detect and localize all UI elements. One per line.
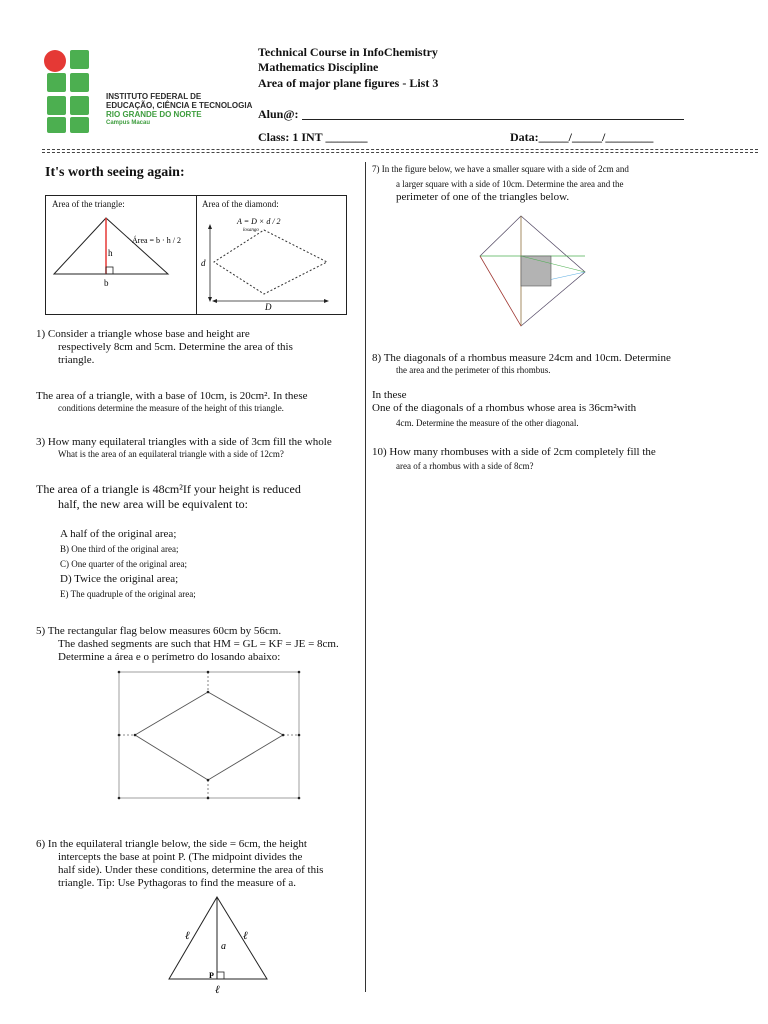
diamond-area-title: Area of the diamond: — [202, 199, 279, 209]
question-4-options — [60, 527, 350, 602]
logo-square — [47, 73, 66, 92]
q7-line: a larger square with a side of 10cm. Determine the area and the — [396, 179, 624, 189]
formula-box — [45, 195, 347, 315]
q8-line: 8) The diagonals of a rhombus measure 24cm and 10cm. Determine — [372, 352, 671, 364]
question-6 — [36, 838, 361, 890]
q9-line: In these — [372, 389, 407, 401]
q4-line: half, the new area will be equivalent to: — [58, 497, 248, 511]
question-3 — [36, 436, 366, 460]
q6-line: intercepts the base at point P. (The midpoint divides the — [58, 851, 303, 863]
triangle-point-p: P — [209, 971, 214, 980]
triangle-base-l: ℓ — [215, 984, 220, 996]
diamond-formula-sub: losango — [243, 228, 259, 233]
q9-line: 4cm. Determine the measure of the other diagonal. — [396, 418, 579, 428]
institute-line: INSTITUTO FEDERAL DE — [106, 92, 202, 101]
logo-square — [47, 117, 66, 133]
equilateral-triangle-figure — [165, 893, 275, 1001]
q1-line: triangle. — [58, 354, 95, 366]
triangle-b-label: b — [104, 278, 109, 288]
q4-line: The area of a triangle is 48cm²If your height is reduced — [36, 482, 301, 496]
institute-name — [106, 92, 252, 128]
logo-square — [47, 96, 66, 115]
q7-line: 7) In the figure below, we have a smaller square with a side of 2cm and — [372, 164, 629, 174]
header-separator — [42, 152, 758, 153]
institute-line: Campus Macau — [106, 120, 151, 126]
logo-square — [70, 117, 89, 133]
option-e[interactable]: E) The quadruple of the original area; — [60, 589, 196, 599]
triangle-side-l-left: ℓ — [185, 930, 190, 942]
header-discipline: Mathematics Discipline — [258, 60, 379, 74]
triangle-formula: Área = b · h / 2 — [132, 236, 181, 245]
diamond-D-label: D — [265, 302, 272, 312]
q10-line: area of a rhombus with a side of 8cm? — [396, 461, 534, 471]
institute-line: RIO GRANDE DO NORTE — [106, 110, 202, 119]
option-c[interactable]: C) One quarter of the original area; — [60, 559, 187, 569]
option-a[interactable]: A half of the original area; — [60, 528, 177, 540]
flag-figure — [115, 668, 307, 804]
q6-line: triangle. Tip: Use Pythagoras to find the measure of a. — [58, 877, 296, 889]
logo-square — [70, 96, 89, 115]
institute-line: EDUCAÇÃO, CIÊNCIA E TECNOLOGIA — [106, 101, 253, 110]
question-7 — [372, 164, 762, 204]
q1-line: respectively 8cm and 5cm. Determine the area of this — [58, 341, 293, 353]
q6-line: 6) In the equilateral triangle below, the side = 6cm, the height — [36, 838, 307, 850]
triangle-figure — [46, 196, 196, 314]
logo-square — [70, 50, 89, 69]
header-list-title: Area of major plane figures - List 3 — [258, 76, 439, 90]
header-course: Technical Course in InfoChemistry — [258, 45, 438, 59]
q6-line: half side). Under these conditions, determine the area of this — [58, 864, 324, 876]
squares-figure — [475, 212, 595, 332]
q9-line: One of the diagonals of a rhombus whose area is 36cm²with — [372, 402, 637, 414]
logo-red-circle — [44, 50, 66, 72]
question-10 — [372, 446, 762, 472]
q1-line: 1) Consider a triangle whose base and height are — [36, 328, 250, 340]
question-8 — [372, 352, 768, 376]
option-b[interactable]: B) One third of the original area; — [60, 544, 179, 554]
question-2 — [36, 390, 366, 414]
diamond-formula: A = D × d / 2 — [237, 217, 281, 226]
diamond-d-label: d — [201, 258, 206, 268]
header-separator — [42, 149, 758, 150]
student-name-line[interactable] — [302, 119, 684, 120]
triangle-height-a: a — [221, 941, 226, 952]
q3-line: What is the area of an equilateral triangle with a side of 12cm? — [58, 449, 284, 459]
logo-square — [70, 73, 89, 92]
triangle-area-title: Area of the triangle: — [52, 199, 125, 209]
class-label: Class: 1 INT _______ — [258, 130, 368, 144]
q8-line: the area and the perimeter of this rhombus. — [396, 365, 551, 375]
question-4 — [36, 482, 356, 512]
column-divider — [365, 162, 366, 992]
q5-line: The dashed segments are such that HM = GL = KF = JE = 8cm. — [58, 638, 339, 650]
q3-line: 3) How many equilateral triangles with a side of 3cm fill the whole — [36, 436, 332, 448]
diamond-figure — [197, 196, 346, 314]
question-1 — [36, 328, 341, 367]
q5-line: 5) The rectangular flag below measures 60cm by 56cm. — [36, 625, 282, 637]
section-title: It's worth seeing again: — [45, 165, 185, 180]
q7-line: perimeter of one of the triangles below. — [396, 191, 570, 203]
q2-line: The area of a triangle, with a base of 10cm, is 20cm². In these — [36, 390, 308, 402]
triangle-side-l-right: ℓ — [243, 930, 248, 942]
option-d[interactable]: D) Twice the original area; — [60, 573, 179, 585]
date-label: Data:_____/_____/________ — [510, 130, 654, 144]
q5-line: Determine a área e o perímetro do losando abaixo: — [58, 651, 281, 663]
question-5 — [36, 625, 376, 664]
q10-line: 10) How many rhombuses with a side of 2cm completely fill the — [372, 446, 656, 458]
student-label: Alun@: — [258, 107, 299, 121]
question-9 — [372, 389, 762, 429]
triangle-h-label: h — [108, 248, 113, 258]
q2-line: conditions determine the measure of the height of this triangle. — [58, 403, 284, 413]
